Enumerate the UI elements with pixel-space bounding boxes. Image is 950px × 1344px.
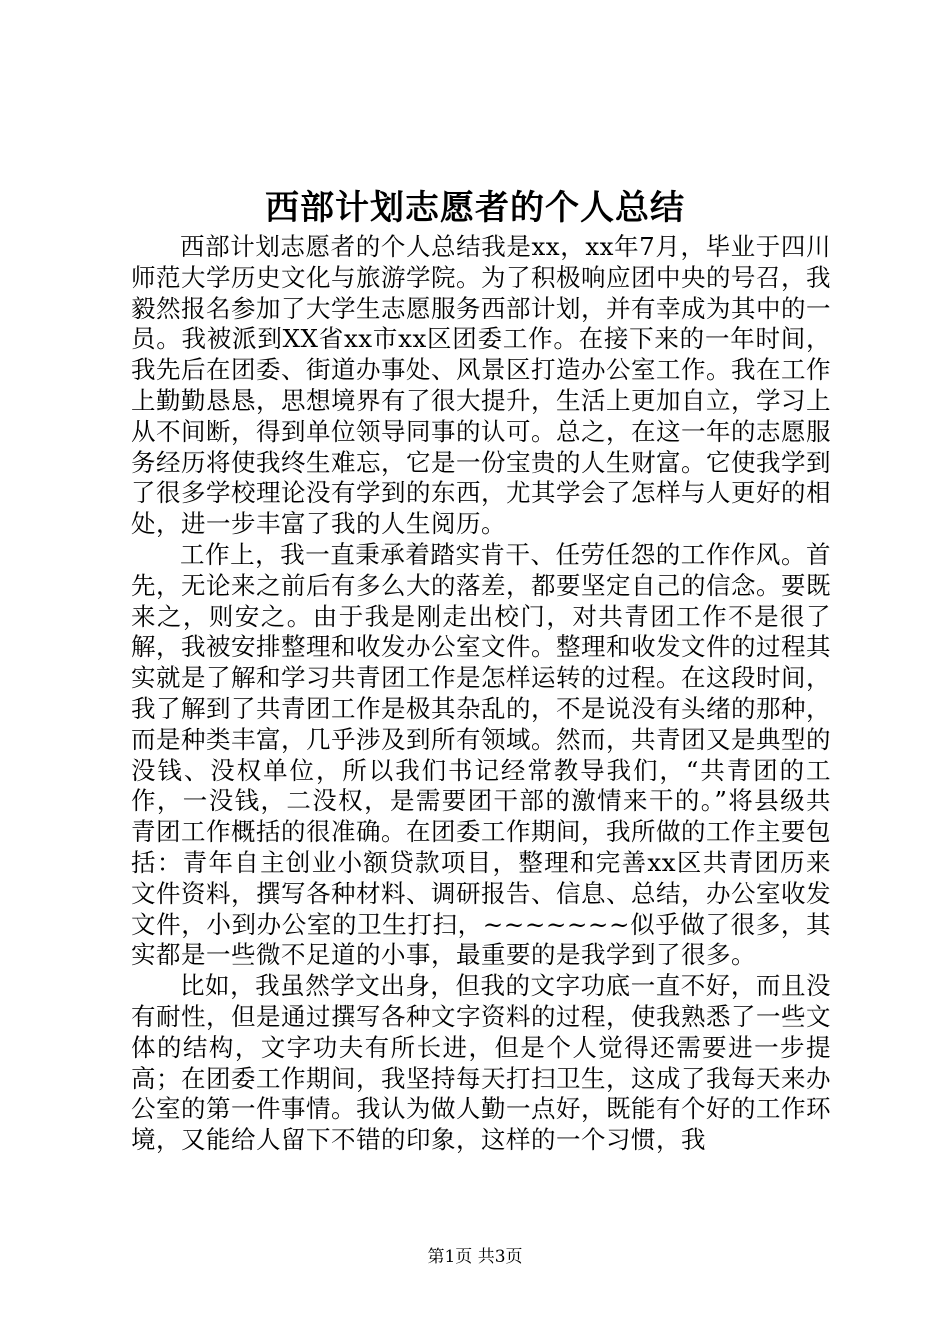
paragraph-3: 比如，我虽然学文出身，但我的文字功底一直不好，而且没有耐性，但是通过撰写各种文字资料的过程，使我熟悉了一些文体的结构，文字功夫有所长进，但是个人觉得还需要进一步提高；在团委工作期间，我坚持每天打扫卫生，这成了我每天来办公室的第一件事情。我认为做人勤一点好，既能有个好的工作环境，又能给人留下不错的印象，这样的一个习惯，我: [131, 971, 831, 1155]
document-body: [131, 232, 831, 1156]
paragraph-2: 工作上，我一直秉承着踏实肯干、任劳任怨的工作作风。首先，无论来之前后有多么大的落差，都要坚定自己的信念。要既来之，则安之。由于我是刚走出校门，对共青团工作不是很了解，我被安排整理和收发办公室文件。整理和收发文件的过程其实就是了解和学习共青团工作是怎样运转的过程。在这段时间，我了解到了共青团工作是极其杂乱的，不是说没有头绪的那种，而是种类丰富，几乎涉及到所有领域。然而，共青团又是典型的没钱、没权单位，所以我们书记经常教导我们，“共青团的工作，一没钱，二没权，是需要团干部的激情来干的。”将县级共青团工作概括的很准确。在团委工作期间，我所做的工作主要包括：青年自主创业小额贷款项目，整理和完善xx区共青团历来文件资料，撰写各种材料、调研报告、信息、总结，办公室收发文件，小到办公室的卫生打扫，~~~~~~~似乎做了很多，其实都是一些微不足道的小事，最重要的是我学到了很多。: [131, 539, 831, 970]
page-number-footer: 第1页 共3页: [427, 1247, 523, 1267]
document-title: 西部计划志愿者的个人总结: [265, 188, 685, 228]
paragraph-1: 西部计划志愿者的个人总结我是xx，xx年7月，毕业于四川师范大学历史文化与旅游学院。为了积极响应团中央的号召，我毅然报名参加了大学生志愿服务西部计划，并有幸成为其中的一员。我被派到XX省xx市xx区团委工作。在接下来的一年时间，我先后在团委、街道办事处、风景区打造办公室工作。我在工作上勤勤恳恳，思想境界有了很大提升，生活上更加自立，学习上从不间断，得到单位领导同事的认可。总之，在这一年的志愿服务经历将使我终生难忘，它是一份宝贵的人生财富。它使我学到了很多学校理论没有学到的东西，尤其学会了怎样与人更好的相处，进一步丰富了我的人生阅历。: [131, 232, 831, 539]
